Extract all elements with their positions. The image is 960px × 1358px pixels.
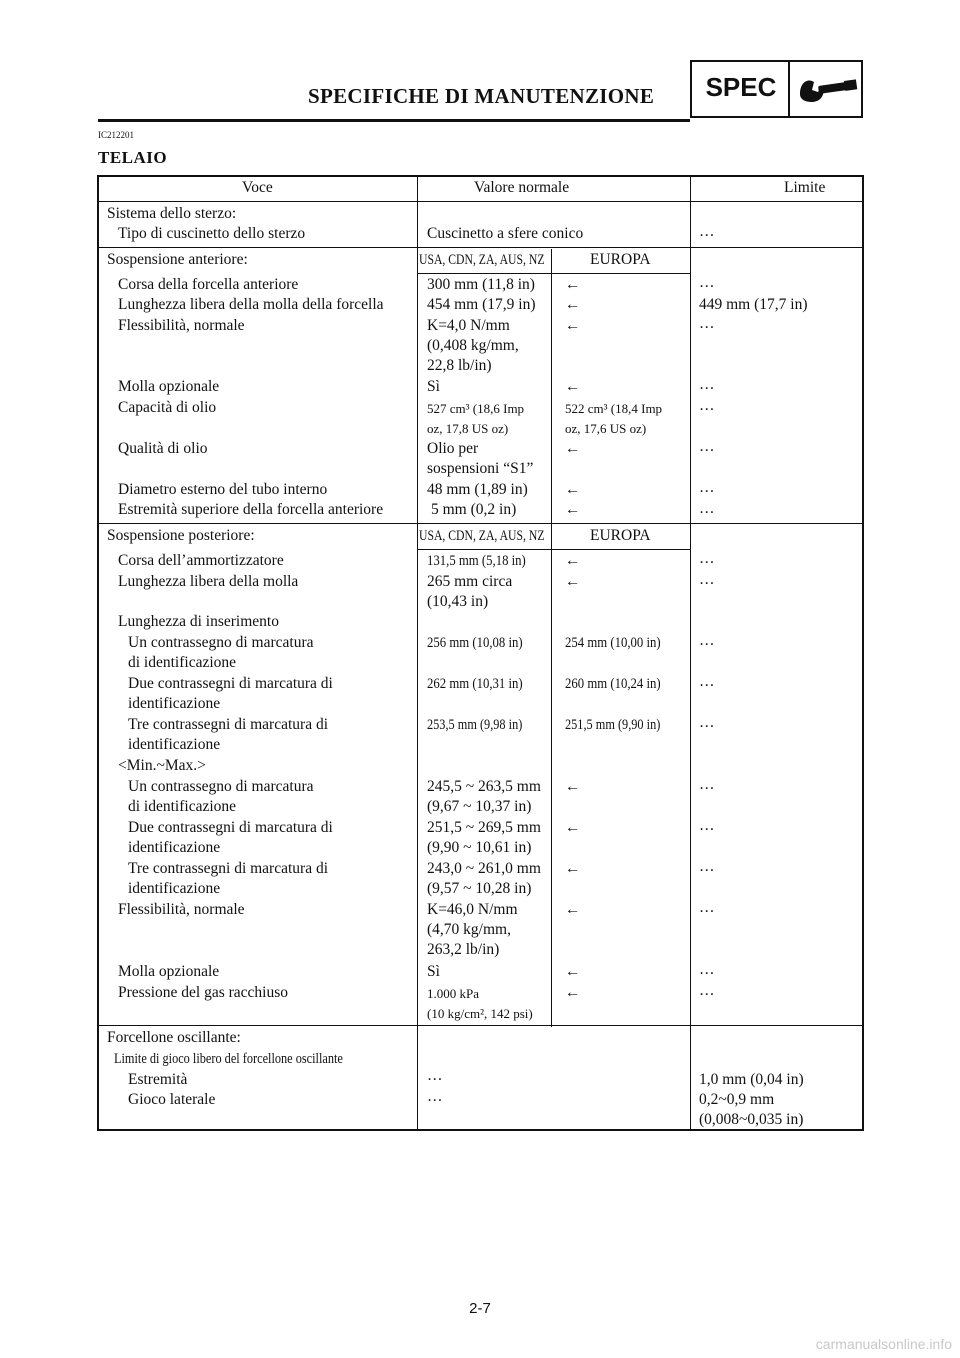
page-number: 2-7 (469, 1300, 491, 1317)
rear-limit: … (699, 858, 715, 875)
rear-v1: 256 mm (10,08 in) (427, 635, 523, 651)
front-label: Corsa della forcella anteriore (118, 276, 299, 293)
row-divider (99, 201, 862, 202)
swingarm-label: Estremità (128, 1071, 188, 1088)
spec-badge-divider (788, 62, 790, 116)
rear-limit: … (699, 817, 715, 834)
front-title: Sospensione anteriore: (107, 251, 248, 268)
front-limit: … (699, 500, 715, 517)
front-v2: 522 cm³ (18,4 Imp oz, 17,6 US oz) (565, 401, 663, 436)
rear-limit: … (699, 961, 715, 978)
wrench-icon (796, 72, 860, 108)
rear-limit: … (699, 776, 715, 793)
rear-limit: … (699, 632, 715, 649)
front-v2: ← (565, 481, 581, 498)
rear-v2: 251,5 mm (9,90 in) (565, 717, 661, 733)
front-limit: … (699, 479, 715, 496)
page-title: SPECIFICHE DI MANUTENZIONE (308, 84, 655, 108)
rear-label: Due contrassegni di marcatura di identificazione (128, 819, 333, 856)
rear-limit: … (699, 673, 715, 690)
front-label: Flessibilità, normale (118, 317, 245, 334)
rear-v1: 265 mm circa (10,43 in) (427, 573, 513, 610)
rear-limit: … (699, 982, 715, 999)
front-limit: 449 mm (17,7 in) (699, 296, 808, 313)
steering-value: Cuscinetto a sfere conico (427, 225, 584, 242)
front-label: Estremità superiore della forcella anteriore (118, 501, 384, 518)
rear-v1: Sì (427, 963, 440, 980)
header-rule (98, 119, 690, 122)
col-header-limite: Limite (784, 179, 826, 196)
col-header-valore: Valore normale (474, 179, 570, 196)
front-region1: USA, CDN, ZA, AUS, NZ (419, 252, 545, 268)
front-label: Molla opzionale (118, 378, 220, 395)
rear-region1: USA, CDN, ZA, AUS, NZ (419, 528, 545, 544)
front-v1: Olio per sospensioni “S1” (427, 440, 534, 477)
rear-v1: 245,5 ~ 263,5 mm (9,67 ~ 10,37 in) (427, 778, 541, 815)
front-limit: … (699, 376, 715, 393)
rear-title: Sospensione posteriore: (107, 527, 255, 544)
rear-v1: 253,5 mm (9,98 in) (427, 717, 523, 733)
front-v1: 48 mm (1,89 in) (427, 481, 528, 498)
rear-v2: ← (565, 778, 581, 795)
rear-limit: … (699, 714, 715, 731)
rear-limit: … (699, 899, 715, 916)
swingarm-limit: 1,0 mm (0,04 in) (699, 1071, 804, 1088)
rear-label: Un contrassegno di marcatura di identificazione (128, 634, 314, 671)
front-limit: … (699, 315, 715, 332)
col-divider (690, 177, 691, 1129)
row-divider (99, 1025, 862, 1026)
steering-item: Tipo di cuscinetto dello sterzo (118, 225, 306, 242)
row-divider (417, 273, 690, 274)
front-v2: ← (565, 440, 581, 457)
swingarm-limit: 0,2~0,9 mm (0,008~0,035 in) (699, 1091, 804, 1128)
rear-label: Un contrassegno di marcatura di identificazione (128, 778, 314, 815)
front-label: Qualità di olio (118, 440, 208, 457)
front-label: Lunghezza libera della molla della forcella (118, 296, 384, 313)
front-v1: K=4,0 N/mm (0,408 kg/mm, 22,8 lb/in) (427, 317, 519, 374)
spec-badge-label: SPEC (705, 72, 777, 102)
rear-v1: K=46,0 N/mm (4,70 kg/mm, 263,2 lb/in) (427, 901, 518, 958)
rear-v2: ← (565, 860, 581, 877)
rear-label: Lunghezza libera della molla (118, 573, 299, 590)
front-v1: 300 mm (11,8 in) (427, 276, 535, 293)
row-divider (417, 549, 690, 550)
front-v1: Sì (427, 378, 440, 395)
rear-region2: EUROPA (590, 527, 651, 544)
front-v1: 5 mm (0,2 in) (431, 501, 517, 518)
rear-label: Tre contrassegni di marcatura di identificazione (128, 716, 329, 753)
swingarm-label: Gioco laterale (128, 1091, 216, 1108)
rear-v1: 1.000 kPa (10 kg/cm², 142 psi) (427, 986, 533, 1021)
rear-v2: 254 mm (10,00 in) (565, 635, 661, 651)
rear-v2: ← (565, 963, 581, 980)
rear-v2: ← (565, 573, 581, 590)
front-v1: 454 mm (17,9 in) (427, 296, 536, 313)
rear-v1: 251,5 ~ 269,5 mm (9,90 ~ 10,61 in) (427, 819, 541, 856)
rear-v2: ← (565, 984, 581, 1001)
doc-code: IC212201 (98, 130, 134, 140)
front-label: Capacità di olio (118, 399, 217, 416)
col-divider (551, 249, 552, 527)
swingarm-title: Forcellone oscillante: (107, 1029, 241, 1046)
rear-limit: … (699, 571, 715, 588)
rear-label: Corsa dell’ammortizzatore (118, 552, 284, 569)
col-divider (551, 525, 552, 1027)
rear-label: Lunghezza di inserimento (118, 613, 279, 630)
rear-label: Tre contrassegni di marcatura di identificazione (128, 860, 329, 897)
row-divider (99, 247, 862, 248)
rear-label: Due contrassegni di marcatura di identificazione (128, 675, 333, 712)
rear-v2: ← (565, 552, 581, 569)
front-region2: EUROPA (590, 251, 651, 268)
front-v2: ← (565, 317, 581, 334)
rear-v1: 131,5 mm (5,18 in) (427, 553, 526, 569)
front-v2: ← (565, 501, 581, 518)
rear-limit: … (699, 550, 715, 567)
rear-label: Flessibilità, normale (118, 901, 245, 918)
swingarm-subtitle: Limite di gioco libero del forcellone oscillante (114, 1051, 343, 1067)
steering-limit: … (699, 223, 715, 240)
front-label: Diametro esterno del tubo interno (118, 481, 328, 498)
rear-v2: ← (565, 819, 581, 836)
col-header-voce: Voce (242, 179, 273, 196)
rear-label: Pressione del gas racchiuso (118, 984, 289, 1001)
spec-badge (690, 60, 863, 118)
rear-v1: 243,0 ~ 261,0 mm (9,57 ~ 10,28 in) (427, 860, 541, 897)
rear-v1: 262 mm (10,31 in) (427, 676, 523, 692)
rear-label: Molla opzionale (118, 963, 220, 980)
front-v2: ← (565, 378, 581, 395)
swingarm-value: … (427, 1067, 443, 1084)
front-v2: ← (565, 276, 581, 293)
rear-v2: 260 mm (10,24 in) (565, 676, 661, 692)
section-title: TELAIO (98, 148, 168, 167)
rear-label: <Min.~Max.> (118, 757, 206, 774)
front-v1: 527 cm³ (18,6 Imp oz, 17,8 US oz) (427, 401, 525, 436)
front-limit: … (699, 438, 715, 455)
col-divider (417, 177, 418, 1129)
steering-title: Sistema dello sterzo: (107, 205, 237, 222)
watermark: carmanualsonline.info (815, 1336, 952, 1352)
front-v2: ← (565, 296, 581, 313)
rear-v2: ← (565, 901, 581, 918)
swingarm-value: … (427, 1088, 443, 1105)
front-limit: … (699, 397, 715, 414)
front-limit: … (699, 274, 715, 291)
row-divider (99, 523, 862, 524)
